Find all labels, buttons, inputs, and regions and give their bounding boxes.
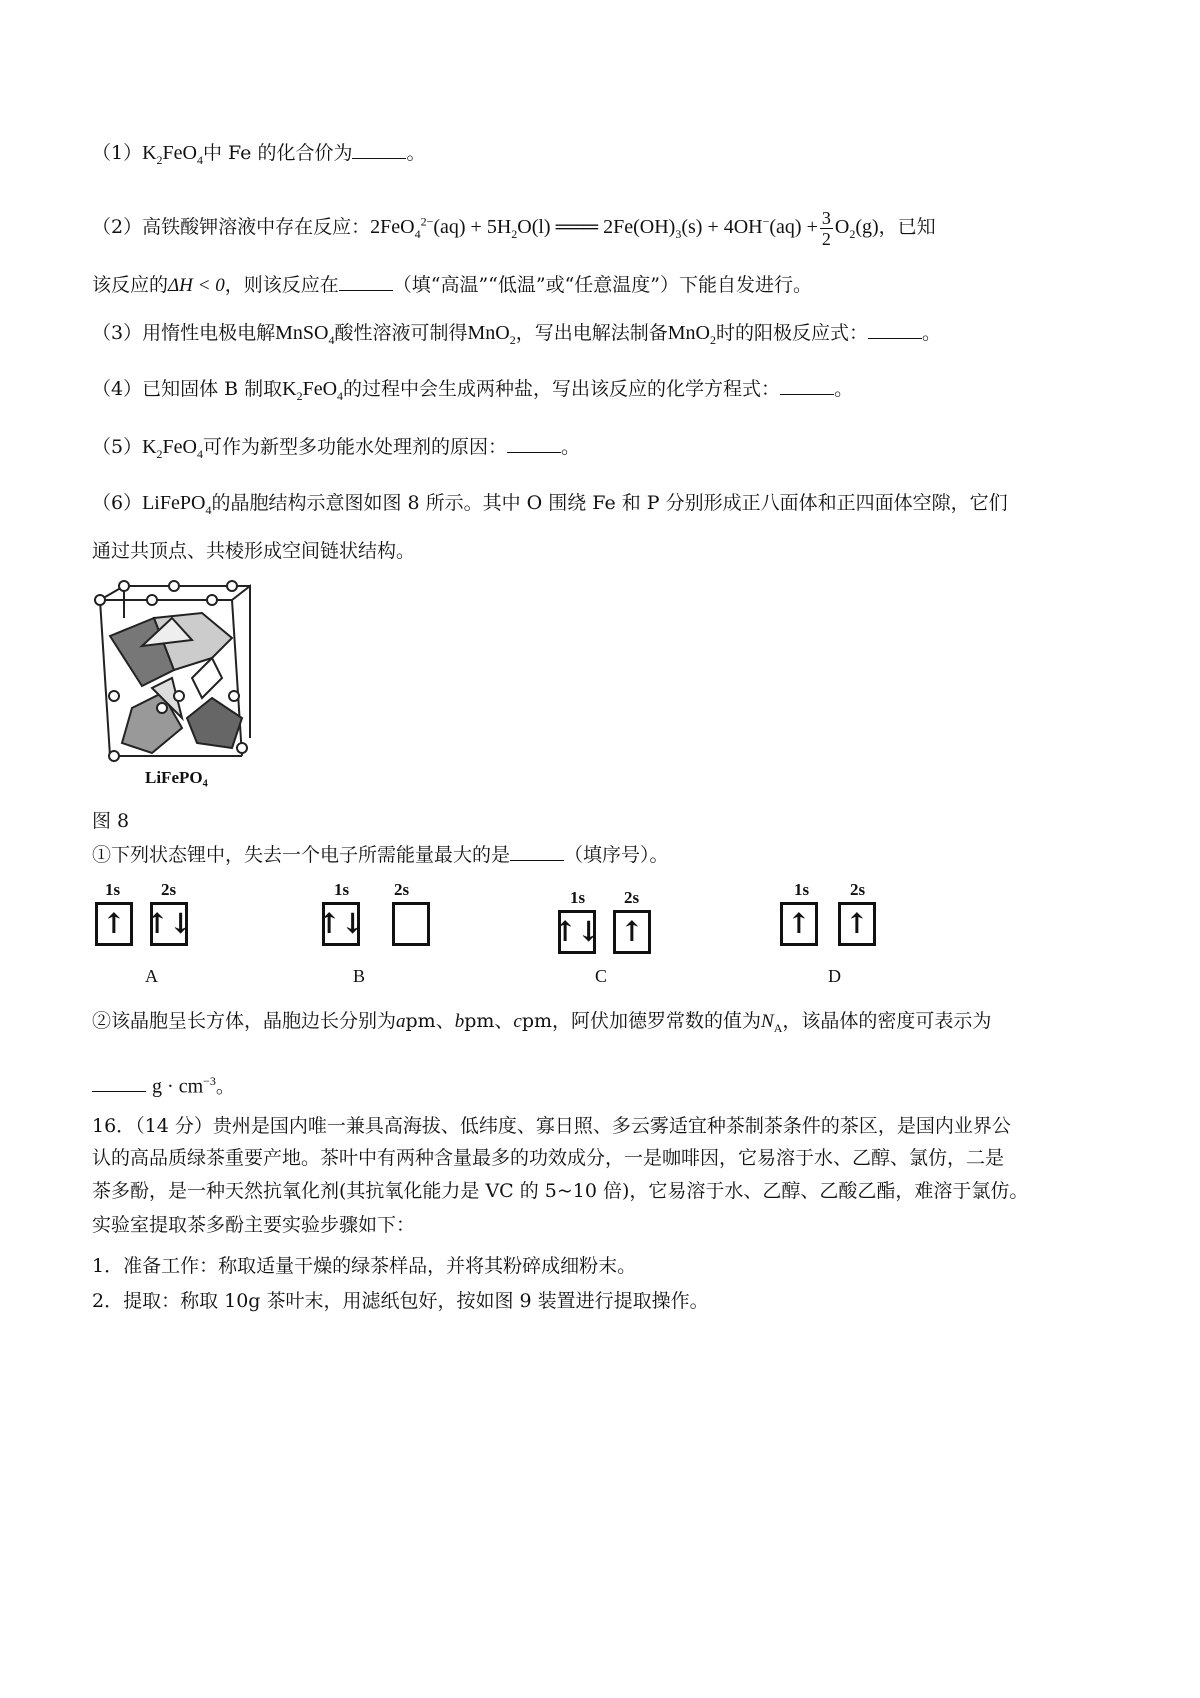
question-text: 用惰性电极电解 [142,322,276,344]
formula: FeO [162,142,197,164]
question-16-text: 认的高品质绿茶重要产地。茶叶中有两种含量最多的功效成分，一是咖啡因，它易溶于水、乙醇、氯仿，二是 [92,1147,1005,1169]
eq: (aq) + [769,216,818,239]
subscript: 3 [675,227,682,242]
eq: (aq) + 5H [433,216,512,239]
question-text: pm、 [464,1010,514,1032]
eq: 2FeO [370,216,415,239]
variable: a [396,1011,406,1032]
orbital-box-2s: ↑ [838,902,876,946]
orbital-label-2s: 2s [850,880,866,899]
option-label-c: C [595,966,608,986]
question-15-part-6 [92,490,1008,523]
answer-blank [868,320,922,339]
subscript: 4 [337,388,344,403]
formula: LiFePO [142,492,206,514]
orbital-box-1s: ↑↓ [322,902,360,946]
question-text: 的过程中会生成两种盐，写出该反应的化学方程式： [343,378,781,400]
numerator: 3 [821,208,831,228]
superscript: − [762,214,770,229]
eq: O(l) ═══ 2Fe(OH) [517,216,676,239]
superscript: −3 [203,1074,216,1088]
formula: MnO [467,322,510,344]
unit: g · cm [152,1075,204,1098]
question-16-text: 实验室提取茶多酚主要实验步骤如下： [92,1214,416,1236]
question-text: 的晶胞结构示意图如图 8 所示。其中 O 围绕 Fe 和 P 分别形成正八面体和正四面体空隙，它们 [211,492,1008,514]
formula: K [282,378,297,400]
crystal-structure-figure [92,578,262,793]
figure-label: 图 8 [92,810,130,832]
answer-blank [92,1073,146,1092]
subscript: 4 [197,446,203,461]
subscript: 4 [205,502,212,517]
step-2: 2．提取：称取 10g 茶叶末，用滤纸包好，按如图 9 装置进行提取操作。 [92,1290,709,1312]
superscript: 2− [420,214,434,229]
option-label-d: D [828,966,841,986]
formula: K [142,142,157,164]
question-text: 通过共顶点、共棱形成空间链状结构。 [92,540,416,562]
part-number: （6） [92,492,143,514]
question-text: ②该晶胞呈长方体，晶胞边长分别为 [92,1010,397,1032]
orbital-option-b [317,880,442,960]
question-text: ，已知 [878,216,936,239]
orbital-option-d [780,880,900,960]
question-15-part-5 [92,434,580,467]
orbital-box-1s: ↑ [780,902,818,946]
subscript: 2 [156,152,163,167]
punct: 。 [561,436,581,458]
orbital-box-1s: ↑↓ [558,910,596,954]
part-number: （3） [92,322,143,344]
reaction-equation [370,208,879,249]
orbital-label-1s: 1s [570,888,586,907]
variable: c [513,1011,522,1032]
formula: FeO [162,436,197,458]
question-16-text: 16．（14 分）贵州是国内唯一兼具高海拔、低纬度、寡日照、多云雾适宜种茶制茶条件的茶区，是国内业界公 [92,1115,1011,1137]
question-16-text: 茶多酚，是一种天然抗氧化剂(其抗氧化能力是 VC 的 5~10 倍)，它易溶于水、乙醇、乙酸乙酯，难溶于氯仿。 [92,1180,1029,1202]
question-text: ，则该反应在 [224,274,339,296]
part-number: （4） [92,378,143,400]
answer-blank [780,376,834,395]
question-text: 可作为新型多功能水处理剂的原因： [203,436,508,458]
orbital-box-1s: ↑ [95,902,133,946]
question-text: 已知固体 B 制取 [142,378,283,400]
formula: MnSO [275,322,329,344]
punct: 。 [215,1075,235,1098]
answer-blank [352,140,406,159]
formula: MnO [667,322,710,344]
subscript: 2 [296,388,303,403]
punct: 。 [921,322,941,344]
subscript: A [773,1020,783,1035]
question-text: pm，阿伏加德罗常数的值为 [521,1010,762,1032]
subscript: 4 [414,227,421,242]
question-15-part-2-line-2 [92,272,812,299]
question-text: ，该晶体的密度可表示为 [782,1010,992,1032]
question-15-part-2 [92,208,936,249]
orbital-label-2s: 2s [624,888,640,907]
step-1: 1．准备工作：称取适量干燥的绿茶样品，并将其粉碎成细粉末。 [92,1255,637,1277]
subscript: 2 [509,332,516,347]
question-text: 酸性溶液可制得 [334,322,468,344]
question-15-part-4 [92,376,853,409]
answer-blank [339,272,393,291]
orbital-box-2s: ↑↓ [150,902,188,946]
punct: 。 [406,142,426,164]
part-number: （2） [92,216,143,239]
variable: b [454,1011,465,1032]
question-15-part-3 [92,320,941,353]
option-label-a: A [145,966,158,986]
lifepo4-unit-cell-diagram [92,578,262,768]
question-text: （填“高温”“低温”或“任意温度”）下能自发进行。 [392,274,813,296]
orbital-option-a [95,880,215,960]
part-number: （1） [92,142,143,164]
question-text: （填序号）。 [564,844,669,866]
sub-question-1 [92,842,669,868]
subscript: 4 [197,152,203,167]
orbital-box-2s [392,902,430,946]
orbital-label-1s: 1s [105,880,121,899]
orbital-label-2s: 2s [394,880,410,899]
question-text: 中 Fe 的化合价为 [203,142,353,164]
formula: FeO [302,378,338,400]
subscript: 2 [709,332,716,347]
eq: O [834,216,850,239]
variable: N [761,1011,774,1032]
question-text: 高铁酸钾溶液中存在反应： [142,216,371,239]
orbital-box-2s: ↑ [613,910,651,954]
figure-caption: LiFePO₄ [145,768,208,787]
fraction [820,208,833,249]
question-text: ①下列状态锂中，失去一个电子所需能量最大的是 [92,844,511,866]
subscript: 2 [156,446,163,461]
eq: (g) [855,216,879,239]
denominator: 2 [821,229,831,249]
orbital-label-1s: 1s [334,880,350,899]
question-15-part-1 [92,140,425,173]
question-text: pm、 [405,1010,455,1032]
part-number: （5） [92,436,143,458]
question-text: ，写出电解法制备 [515,322,668,344]
orbital-label-2s: 2s [161,880,177,899]
subscript: 2 [511,227,518,242]
question-text: 时的阳极反应式： [715,322,868,344]
subscript: 2 [849,227,856,242]
answer-blank [510,842,564,861]
orbital-option-c [553,888,678,968]
sub-question-2 [92,1008,991,1041]
formula: ΔH < 0 [168,275,225,296]
eq: (s) + 4OH [681,216,763,239]
question-text: 该反应的 [92,274,169,296]
punct: 。 [834,378,854,400]
formula: K [142,436,157,458]
option-label-b: B [353,966,366,986]
subscript: 4 [328,332,335,347]
sub-question-2-line-2 [92,1068,235,1099]
answer-blank [507,434,561,453]
orbital-label-1s: 1s [794,880,810,899]
